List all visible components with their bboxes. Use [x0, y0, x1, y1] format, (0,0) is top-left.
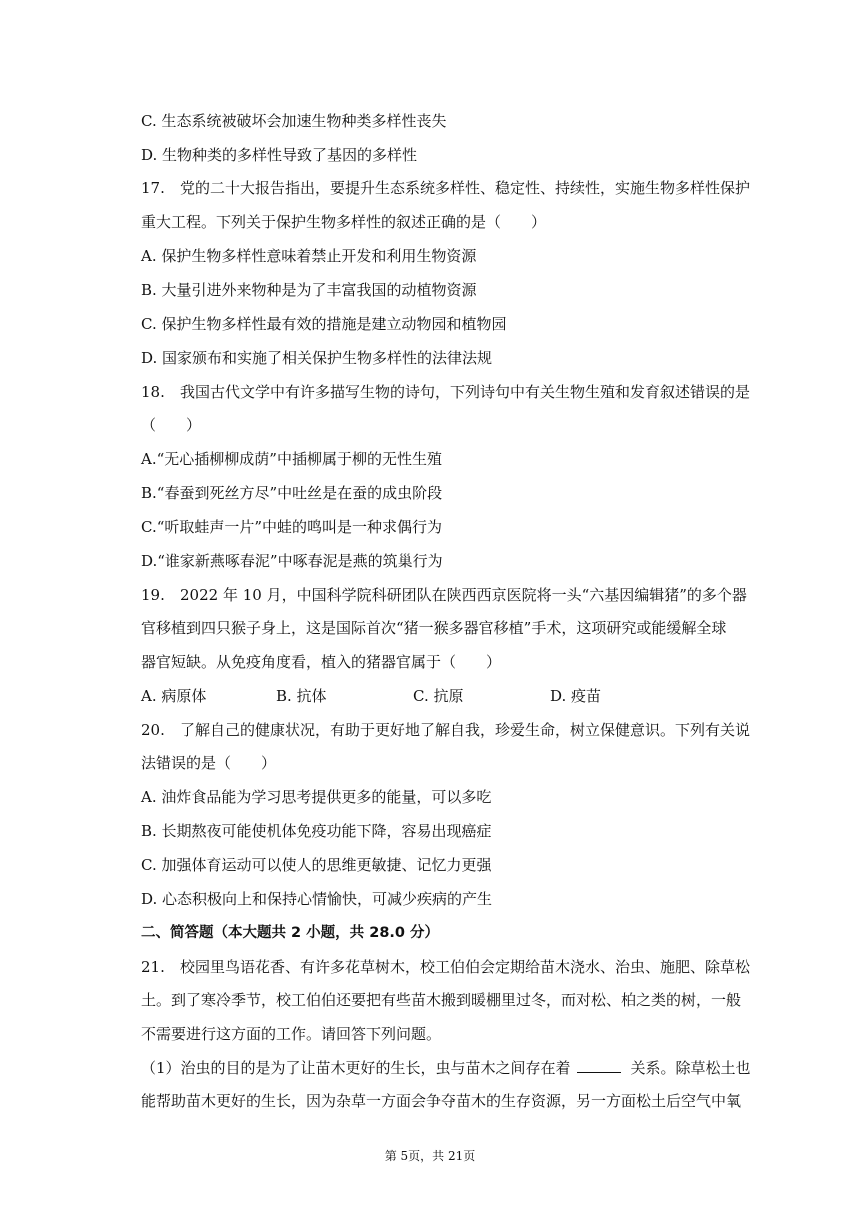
q17-option-d: D. 国家颁布和实施了相关保护生物多样性的法律法规 [141, 349, 493, 367]
q19-option-a: A. 病原体 [141, 687, 207, 705]
q21-stem-line-1: 校园里鸟语花香、有许多花草树木，校工伯伯会定期给苗木浇水、治虫、施肥、除草松 [180, 958, 751, 976]
q19-option-b: B. 抗体 [276, 687, 327, 705]
q20-option-d: D. 心态积极向上和保持心情愉快，可减少疾病的产生 [141, 890, 493, 908]
q18-number: 18. [141, 383, 165, 401]
q20-stem-line-1: 了解自己的健康状况，有助于更好地了解自我，珍爱生命，树立保健意识。下列有关说 [180, 721, 751, 739]
section-heading: 二、简答题（本大题共 2 小题，共 28.0 分） [141, 925, 440, 941]
q20-option-c: C. 加强体育运动可以使人的思维更敏捷、记忆力更强 [141, 856, 492, 874]
q20-number: 20. [141, 721, 165, 739]
q18-option-b: B.“春蚕到死丝方尽”中吐丝是在蚕的成虫阶段 [141, 484, 443, 502]
q18-option-d: D.“谁家新燕啄春泥”中啄春泥是燕的筑巢行为 [141, 552, 443, 570]
q19-option-d: D. 疫苗 [550, 687, 602, 705]
q20-stem-line-2: 法错误的是（ ） [141, 754, 277, 772]
q19-stem-line-3: 器官短缺。从免疫角度看，植入的猪器官属于（ ） [141, 653, 502, 671]
q19-number: 19. [141, 586, 165, 604]
q17-option-c: C. 保护生物多样性最有效的措施是建立动物园和植物园 [141, 315, 507, 333]
q21-number: 21. [141, 958, 165, 976]
q17-stem-line-2: 重大工程。下列关于保护生物多样性的叙述正确的是（ ） [141, 213, 547, 231]
q20-option-b: B. 长期熬夜可能使机体免疫功能下降，容易出现癌症 [141, 822, 492, 840]
q18-option-a: A.“无心插柳柳成荫”中插柳属于柳的无性生殖 [141, 450, 442, 468]
q21-sub-question-1 [141, 1058, 751, 1078]
q21-sub1-text-after-blank: 关系。除草松土也 [630, 1059, 751, 1077]
q20-option-a: A. 油炸食品能为学习思考提供更多的能量，可以多吃 [141, 788, 492, 806]
q17-number: 17. [141, 179, 165, 197]
q16-option-d: D. 生物种类的多样性导致了基因的多样性 [141, 146, 418, 164]
q17-stem-line-1: 党的二十大报告指出，要提升生态系统多样性、稳定性、持续性，实施生物多样性保护 [180, 179, 751, 197]
q16-option-c: C. 生态系统被破坏会加速生物种类多样性丧失 [141, 112, 447, 130]
q18-stem-line-2: （ ） [141, 416, 202, 434]
q21-stem-line-2: 土。到了寒冷季节，校工伯伯还要把有些苗木搬到暖棚里过冬，而对松、柏之类的树，一般 [141, 991, 742, 1009]
q17-option-a: A. 保护生物多样性意味着禁止开发和利用生物资源 [141, 247, 477, 265]
q21-stem-line-3: 不需要进行这方面的工作。请回答下列问题。 [141, 1025, 442, 1043]
q19-stem-line-1: 2022 年 10 月，中国科学院科研团队在陕西西京医院将一头“六基因编辑猪”的多个器 [180, 586, 747, 604]
q21-sub1-text-before-blank: （1）治虫的目的是为了让苗木更好的生长，虫与苗木之间存在着 [141, 1059, 571, 1077]
answer-blank[interactable] [577, 1058, 621, 1073]
q21-sub1-continuation: 能帮助苗木更好的生长，因为杂草一方面会争夺苗木的生存资源，另一方面松土后空气中氧 [141, 1092, 742, 1110]
q18-stem-line-1: 我国古代文学中有许多描写生物的诗句，下列诗句中有关生物生殖和发育叙述错误的是 [180, 383, 751, 401]
q17-option-b: B. 大量引进外来物种是为了丰富我国的动植物资源 [141, 281, 477, 299]
page-footer: 第 5页，共 21页 [384, 1149, 476, 1163]
q18-option-c: C.“听取蛙声一片”中蛙的鸣叫是一种求偶行为 [141, 518, 443, 536]
q19-option-c: C. 抗原 [413, 687, 464, 705]
q19-stem-line-2: 官移植到四只猴子身上，这是国际首次“猪一猴多器官移植”手术，这项研究或能缓解全球 [141, 619, 727, 637]
